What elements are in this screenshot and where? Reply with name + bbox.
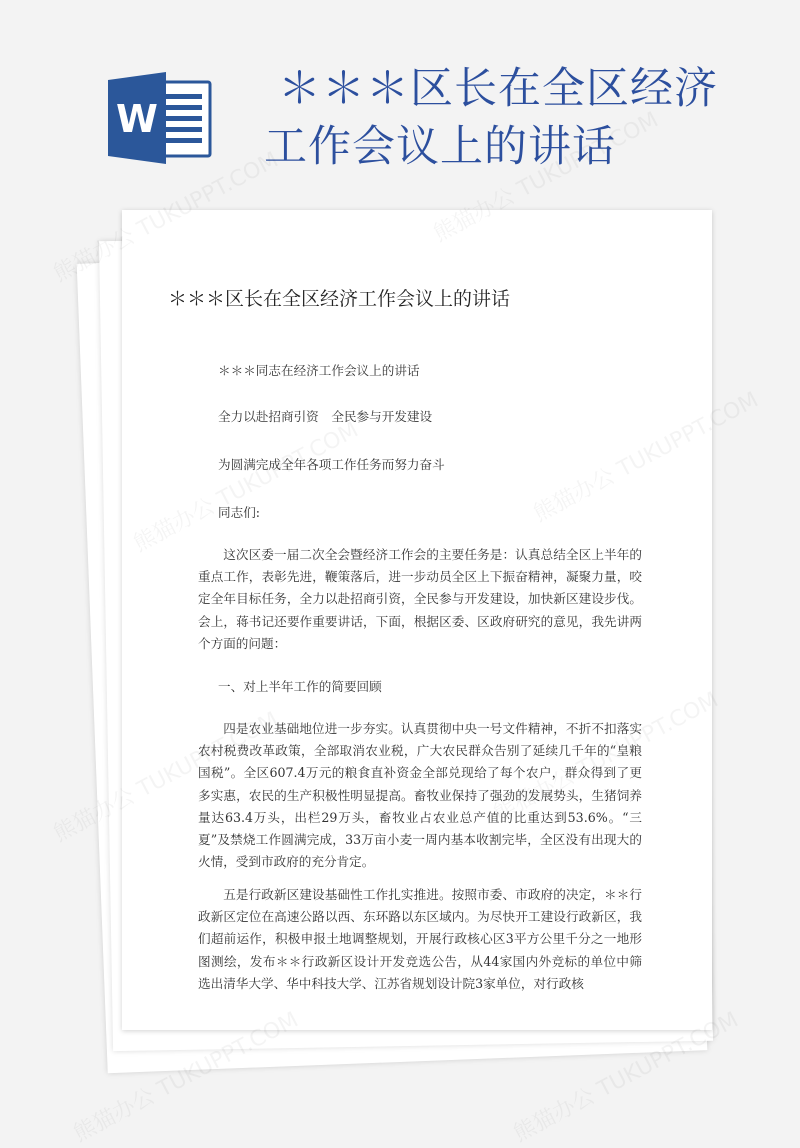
banner-title-line1: ＊＊＊区长在全区经济 <box>278 64 718 114</box>
body-paragraph-intro: 这次区委一届二次全会暨经济工作会的主要任务是：认真总结全区上半年的重点工作，表彰先进，鞭策落后，进一步动员全区上下振奋精神，凝聚力量，咬定全年目标任务，全力以赴招商引资，全民参与开发建设，加快新区建设步伐。会上，蒋书记还要作重要讲话，下面，根据区委、区政府研究的意见，我先讲两个方面的问题： <box>198 547 642 651</box>
document-title: ＊＊＊区长在全区经济工作会议上的讲话 <box>168 288 511 310</box>
section-heading: 一、对上半年工作的简要回顾 <box>218 679 382 694</box>
svg-text:W: W <box>116 97 158 141</box>
slogan-line-2: 为圆满完成全年各项工作任务而努力奋斗 <box>218 457 445 472</box>
slogan-line-1: 全力以赴招商引资 全民参与开发建设 <box>218 409 433 424</box>
document-page <box>122 210 712 1030</box>
banner-title <box>264 60 788 176</box>
subtitle-line: ＊＊＊同志在经济工作会议上的讲话 <box>218 363 420 378</box>
banner-title-line2: 工作会议上的讲话 <box>264 122 616 172</box>
body-paragraph-new-district: 五是行政新区建设基础性工作扎实推进。按照市委、市政府的决定，＊＊行政新区定位在高速公路以西、东环路以东区域内。为尽快开工建设行政新区，我们超前运作，积极申报土地调整规划，开展行政核心区3平方公里千分之一地形图测绘，发布＊＊行政新区设计开发竞选公告，从44家国内外竞标的单位中筛选出清华大学、华中科技大学、江苏省规划设计院3家单位，对行政核 <box>198 887 642 991</box>
body-paragraph-agriculture: 四是农业基础地位进一步夯实。认真贯彻中央一号文件精神，不折不扣落实农村税费改革政策，全部取消农业税，广大农民群众告别了延续几千年的“皇粮国税”。全区607.4万元的粮食直补资金全部兑现给了每个农户，群众得到了更多实惠，农民的生产积极性明显提高。畜牧业保持了强劲的发展势头，生猪饲养量达63.4万头，出栏29万头，畜牧业占农业总产值的比重达到53.6%。“三夏”及禁烧工作圆满完成，33万亩小麦一周内基本收割完毕，全区没有出现大的火情，受到市政府的充分肯定。 <box>198 721 642 870</box>
word-app-icon <box>108 72 213 164</box>
salutation: 同志们: <box>218 505 261 520</box>
